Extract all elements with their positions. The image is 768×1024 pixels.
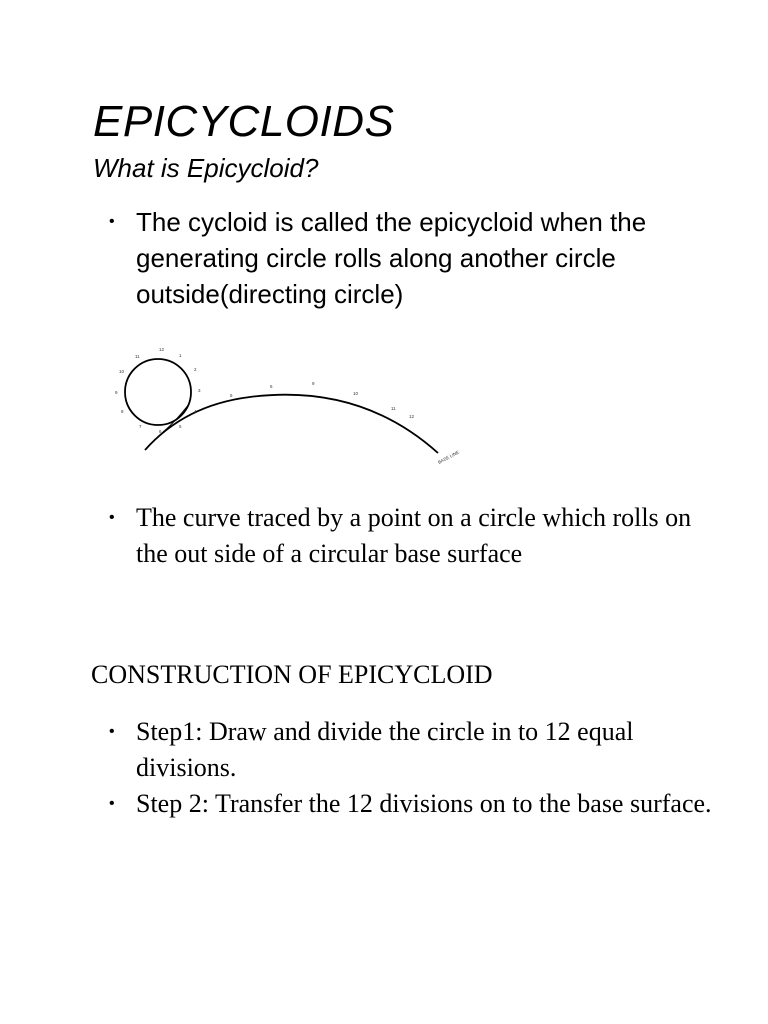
intro-bullet	[93, 204, 713, 312]
section-heading: CONSTRUCTION OF EPICYCLOID	[91, 660, 493, 689]
circle-label: 3	[198, 388, 201, 393]
bullet-icon: •	[109, 795, 115, 812]
description-bullet-text: The curve traced by a point on a circle which rolls on the out side of a circular base surface	[136, 503, 692, 568]
curve-division-labels	[230, 381, 415, 419]
circle-label: 2	[194, 367, 197, 372]
step-bullet	[93, 786, 713, 822]
circle-label: 12	[159, 347, 165, 352]
curve-label: 11	[391, 406, 396, 411]
steps-bullet-list	[93, 714, 713, 822]
description-bullet-list	[93, 500, 713, 572]
circle-label: 10	[119, 369, 125, 374]
page-title: EPICYCLOIDS	[93, 97, 395, 146]
curve-label: 9	[312, 381, 315, 386]
bullet-icon: •	[109, 509, 115, 526]
epicycloid-figure	[105, 340, 475, 475]
step-text: Step1: Draw and divide the circle in to 12 equal divisions.	[136, 717, 634, 782]
circle-label: 1	[179, 353, 182, 358]
step-bullet	[93, 714, 713, 786]
circle-label: 9	[115, 390, 118, 395]
circle-label: 4	[194, 409, 197, 414]
page-subtitle: What is Epicycloid?	[93, 153, 319, 183]
circle-label: 7	[139, 424, 142, 429]
curve-label: 10	[353, 391, 359, 396]
circle-label: 6	[159, 429, 162, 434]
circle-label: 11	[135, 354, 140, 359]
circle-label: 5	[179, 424, 182, 429]
curve-label: 5	[230, 393, 233, 398]
curve-label: 6	[270, 384, 273, 389]
description-bullet	[93, 500, 713, 572]
intro-bullet-text: The cycloid is called the epicycloid when the generating circle rolls along another circle outside(directing circle)	[136, 207, 647, 309]
circle-label: 8	[121, 409, 124, 414]
base-line-label: BASE LINE	[437, 449, 461, 465]
step-text: Step 2: Transfer the 12 divisions on to the base surface.	[136, 789, 712, 818]
bullet-icon: •	[109, 723, 115, 740]
circle-division-labels	[115, 347, 201, 434]
curve-label: 12	[409, 414, 415, 419]
intro-bullet-list	[93, 204, 713, 312]
bullet-icon: •	[109, 213, 115, 230]
generating-circle	[125, 359, 191, 425]
